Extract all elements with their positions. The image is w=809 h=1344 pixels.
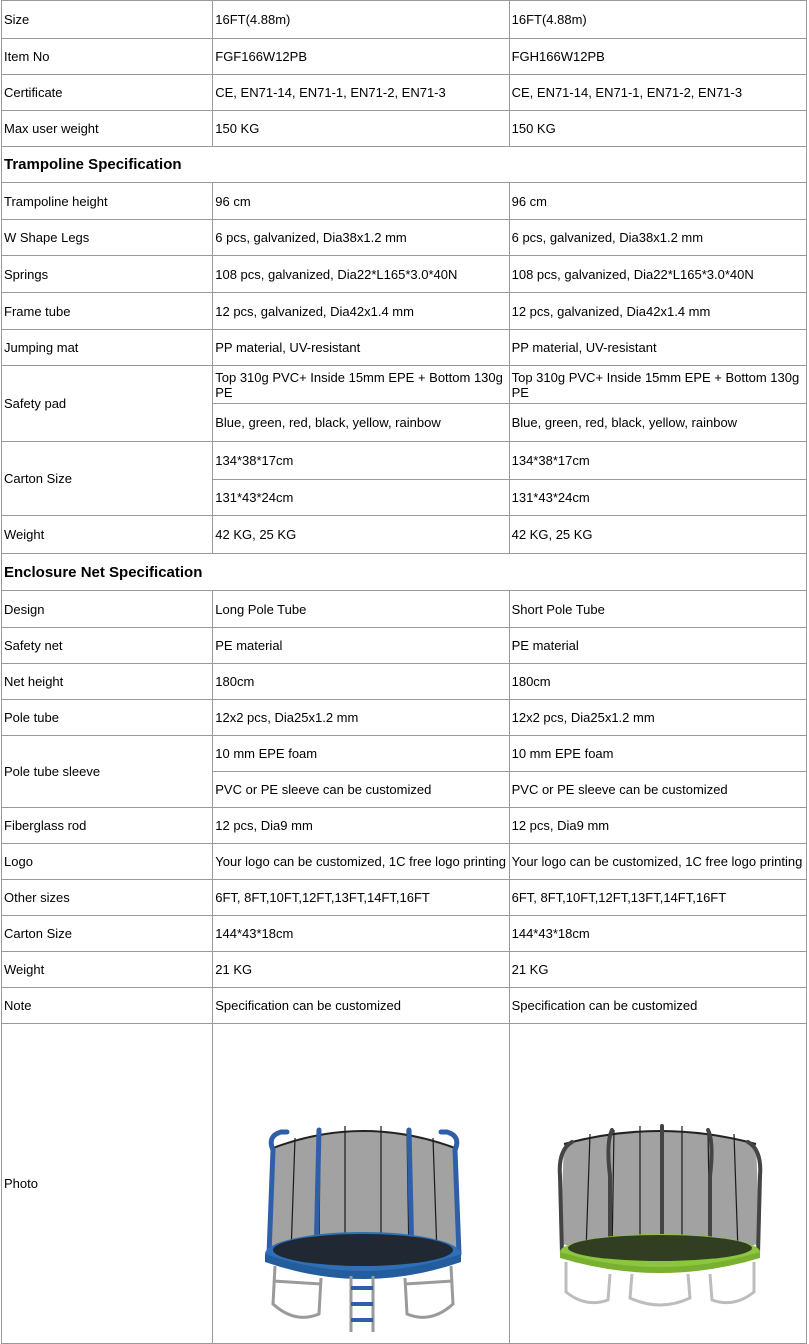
value-a: 131*43*24cm [213, 480, 509, 516]
table-row [2, 442, 807, 480]
value-b: Top 310g PVC+ Inside 15mm EPE + Bottom 130g PE [509, 366, 806, 404]
trampoline-blue-photo [215, 1026, 509, 1342]
row-label: Item No [2, 39, 213, 75]
value-a: Long Pole Tube [213, 591, 509, 628]
table-row [2, 700, 807, 736]
section-header-row [2, 554, 807, 591]
row-label: Size [2, 1, 213, 39]
value-a: 21 KG [213, 952, 509, 988]
table-row [2, 293, 807, 330]
table-row [2, 664, 807, 700]
value-b: 108 pcs, galvanized, Dia22*L165*3.0*40N [509, 256, 806, 293]
value-a: PVC or PE sleeve can be customized [213, 772, 509, 808]
table-row [2, 330, 807, 366]
value-b: 42 KG, 25 KG [509, 516, 806, 554]
value-b: PE material [509, 628, 806, 664]
table-row [2, 628, 807, 664]
value-b: 96 cm [509, 183, 806, 220]
value-b: 16FT(4.88m) [509, 1, 806, 39]
row-label: Fiberglass rod [2, 808, 213, 844]
value-a: PP material, UV-resistant [213, 330, 509, 366]
row-label: W Shape Legs [2, 220, 213, 256]
table-row [2, 220, 807, 256]
row-label: Pole tube sleeve [2, 736, 213, 808]
value-b: 6 pcs, galvanized, Dia38x1.2 mm [509, 220, 806, 256]
value-b: PP material, UV-resistant [509, 330, 806, 366]
value-a: 180cm [213, 664, 509, 700]
row-label: Carton Size [2, 442, 213, 516]
value-b: CE, EN71-14, EN71-1, EN71-2, EN71-3 [509, 75, 806, 111]
row-label: Safety net [2, 628, 213, 664]
table-row [2, 916, 807, 952]
value-b: FGH166W12PB [509, 39, 806, 75]
table-row [2, 39, 807, 75]
value-b: 134*38*17cm [509, 442, 806, 480]
row-label: Weight [2, 952, 213, 988]
section-header-row [2, 147, 807, 183]
value-b: 144*43*18cm [509, 916, 806, 952]
table-row [2, 808, 807, 844]
table-row [2, 516, 807, 554]
row-label: Logo [2, 844, 213, 880]
table-row [2, 591, 807, 628]
value-b: PVC or PE sleeve can be customized [509, 772, 806, 808]
value-b: 21 KG [509, 952, 806, 988]
table-row [2, 183, 807, 220]
value-a: 12x2 pcs, Dia25x1.2 mm [213, 700, 509, 736]
table-row [2, 75, 807, 111]
value-b: 12 pcs, galvanized, Dia42x1.4 mm [509, 293, 806, 330]
value-a: 12 pcs, Dia9 mm [213, 808, 509, 844]
spec-table [1, 0, 807, 1344]
value-a: 144*43*18cm [213, 916, 509, 952]
value-a: 108 pcs, galvanized, Dia22*L165*3.0*40N [213, 256, 509, 293]
row-label: Pole tube [2, 700, 213, 736]
row-label: Springs [2, 256, 213, 293]
row-label: Certificate [2, 75, 213, 111]
value-a: 10 mm EPE foam [213, 736, 509, 772]
row-label: Weight [2, 516, 213, 554]
table-row [2, 366, 807, 404]
value-b: Specification can be customized [509, 988, 806, 1024]
value-b: 6FT, 8FT,10FT,12FT,13FT,14FT,16FT [509, 880, 806, 916]
value-a: 12 pcs, galvanized, Dia42x1.4 mm [213, 293, 509, 330]
value-a: 150 KG [213, 111, 509, 147]
value-b: 131*43*24cm [509, 480, 806, 516]
row-label: Other sizes [2, 880, 213, 916]
row-label: Carton Size [2, 916, 213, 952]
table-row [2, 736, 807, 772]
photo-row [2, 1024, 807, 1344]
row-label: Net height [2, 664, 213, 700]
value-b: Your logo can be customized, 1C free logo printing [509, 844, 806, 880]
value-b: Blue, green, red, black, yellow, rainbow [509, 404, 806, 442]
value-b: 10 mm EPE foam [509, 736, 806, 772]
table-row [2, 952, 807, 988]
row-label: Trampoline height [2, 183, 213, 220]
value-a: FGF166W12PB [213, 39, 509, 75]
section-title-trampoline: Trampoline Specification [2, 147, 807, 183]
value-a: 16FT(4.88m) [213, 1, 509, 39]
row-label: Design [2, 591, 213, 628]
value-a: 96 cm [213, 183, 509, 220]
value-b: 180cm [509, 664, 806, 700]
value-b: 12x2 pcs, Dia25x1.2 mm [509, 700, 806, 736]
value-a: CE, EN71-14, EN71-1, EN71-2, EN71-3 [213, 75, 509, 111]
value-a: Top 310g PVC+ Inside 15mm EPE + Bottom 130g PE [213, 366, 509, 404]
row-label: Frame tube [2, 293, 213, 330]
value-b: Short Pole Tube [509, 591, 806, 628]
value-a: Specification can be customized [213, 988, 509, 1024]
trampoline-green-photo [512, 1026, 807, 1342]
value-b: 12 pcs, Dia9 mm [509, 808, 806, 844]
table-row [2, 988, 807, 1024]
section-title-enclosure: Enclosure Net Specification [2, 554, 807, 591]
row-label: Note [2, 988, 213, 1024]
photo-cell-b [509, 1024, 806, 1344]
row-label: Jumping mat [2, 330, 213, 366]
row-label: Photo [2, 1024, 213, 1344]
table-row [2, 111, 807, 147]
value-a: Blue, green, red, black, yellow, rainbow [213, 404, 509, 442]
table-row [2, 844, 807, 880]
value-a: 6FT, 8FT,10FT,12FT,13FT,14FT,16FT [213, 880, 509, 916]
value-a: 42 KG, 25 KG [213, 516, 509, 554]
value-a: PE material [213, 628, 509, 664]
value-a: Your logo can be customized, 1C free logo printing [213, 844, 509, 880]
photo-cell-a [213, 1024, 509, 1344]
table-row [2, 256, 807, 293]
row-label: Max user weight [2, 111, 213, 147]
value-a: 134*38*17cm [213, 442, 509, 480]
table-row [2, 1, 807, 39]
value-a: 6 pcs, galvanized, Dia38x1.2 mm [213, 220, 509, 256]
value-b: 150 KG [509, 111, 806, 147]
row-label: Safety pad [2, 366, 213, 442]
table-row [2, 880, 807, 916]
